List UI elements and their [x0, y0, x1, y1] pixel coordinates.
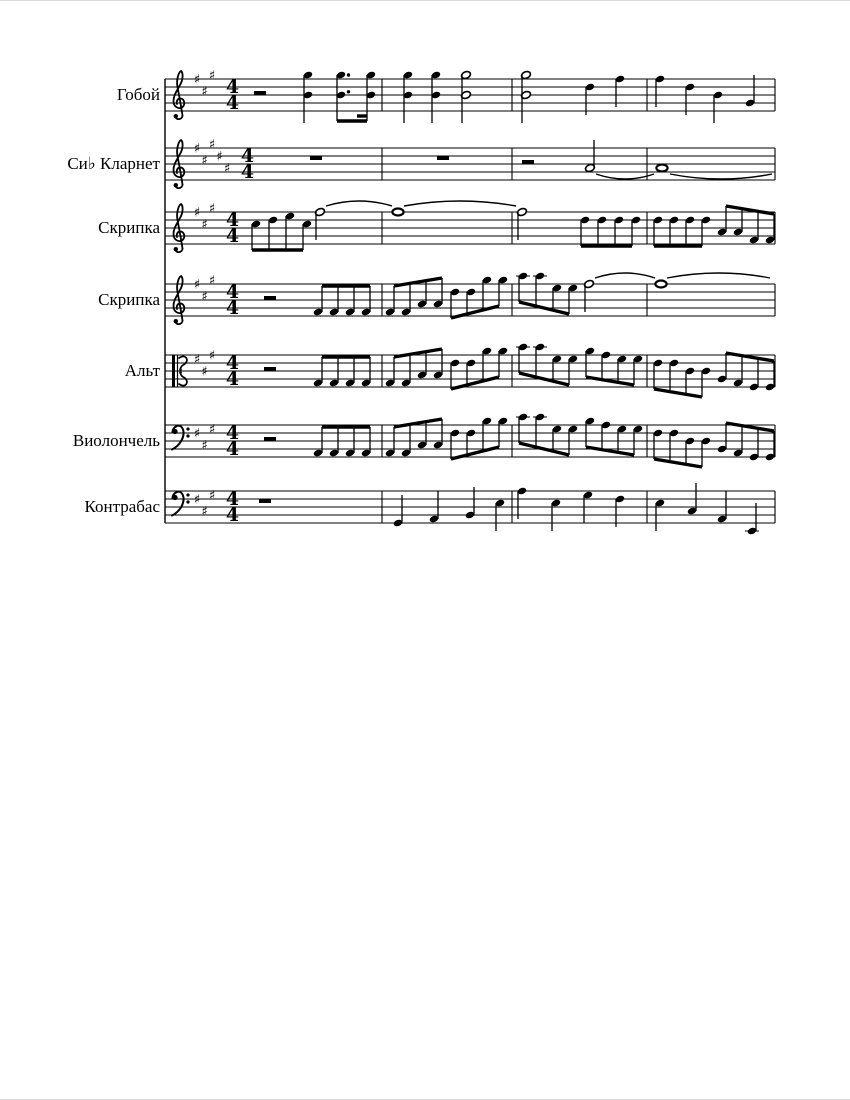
svg-text:♯: ♯: [208, 422, 216, 438]
svg-text:♯: ♯: [193, 277, 201, 293]
svg-text:4: 4: [225, 92, 240, 114]
svg-text:♯: ♯: [193, 492, 201, 508]
svg-text:4: 4: [225, 488, 240, 510]
svg-text:4: 4: [225, 422, 240, 444]
instrument-label-clarinet: Си♭ Кларнет: [67, 154, 160, 173]
svg-text:♯: ♯: [193, 141, 201, 157]
svg-text:4: 4: [240, 145, 255, 167]
svg-text:♯: ♯: [201, 438, 208, 454]
instrument-label-oboe: Гобой: [116, 85, 160, 104]
svg-text:4: 4: [225, 504, 240, 526]
svg-text:♯: ♯: [201, 84, 208, 100]
svg-text:♯: ♯: [208, 201, 216, 217]
svg-text:4: 4: [225, 281, 240, 303]
svg-text:♯: ♯: [223, 161, 231, 177]
svg-text:♯: ♯: [193, 205, 201, 221]
svg-text:4: 4: [225, 209, 240, 231]
svg-text:4: 4: [225, 352, 240, 374]
svg-text:♯: ♯: [208, 488, 216, 504]
svg-text:♯: ♯: [193, 352, 201, 368]
svg-text:4: 4: [240, 161, 255, 183]
svg-text:4: 4: [225, 297, 240, 319]
instrument-label-violin-2: Скрипка: [98, 290, 160, 309]
svg-text:♯: ♯: [201, 289, 208, 305]
instrument-label-violin-1: Скрипка: [98, 218, 160, 237]
svg-text:♯: ♯: [193, 72, 201, 88]
svg-text:♯: ♯: [201, 364, 208, 380]
svg-text:♯: ♯: [208, 68, 216, 84]
instrument-label-cello: Виолончель: [72, 431, 160, 450]
svg-text:4: 4: [225, 438, 240, 460]
svg-text:♯: ♯: [201, 504, 208, 520]
svg-text:♯: ♯: [201, 217, 208, 233]
svg-text:♯: ♯: [208, 273, 216, 289]
instrument-label-viola: Альт: [124, 361, 160, 380]
svg-text:♯: ♯: [208, 137, 216, 153]
svg-text:♯: ♯: [193, 426, 201, 442]
instrument-label-double-bass: Контрабас: [84, 497, 160, 516]
svg-text:4: 4: [225, 368, 240, 390]
svg-text:4: 4: [225, 76, 240, 98]
svg-text:♯: ♯: [208, 348, 216, 364]
svg-text:♯: ♯: [201, 153, 208, 169]
svg-text:♯: ♯: [216, 149, 223, 165]
svg-text:4: 4: [225, 225, 240, 247]
